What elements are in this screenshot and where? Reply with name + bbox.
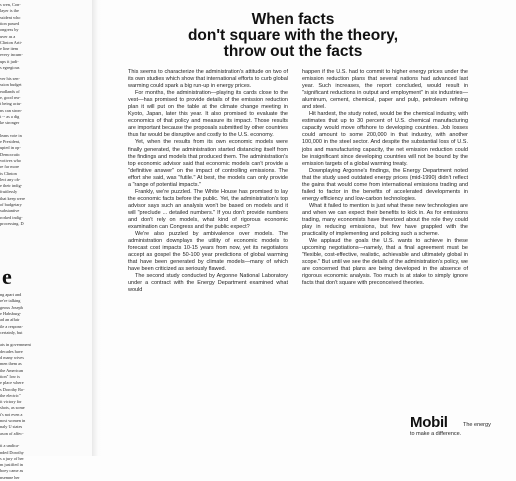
strip-text-line: ng apart and (0, 292, 22, 297)
strip-text-line: nded Dorothy (0, 449, 24, 455)
strip-text-line: geous Joseph (0, 304, 23, 310)
column-left-paragraph-2: For months, the administration—playing its cards close to the vest—has promised to provide details of the emission reduction plan it will put on the table at the climate change meeting in Kyoto, Japan, later this year. It also promised to evaluate the economics of that policy and measure its impact. Those results are important because the proposals submitted by other countries thus far would be disruptive and costly to the U.S. economy. (128, 90, 288, 139)
strip-text-line: t's not even a (0, 411, 23, 417)
mobil-logo-rest: bil (431, 414, 448, 431)
column-left-paragraph-1: This seems to characterize the administration's attitude on two of its own studies which show that international efforts to curb global warming could spark a big run-up in energy prices. (128, 69, 288, 90)
strip-text-line: processing. D (0, 220, 24, 226)
strip-text-line: e their indig- (0, 183, 23, 189)
strip-text-line: ver his sen- (0, 76, 20, 81)
strip-text-line: m justified in (0, 462, 23, 468)
strip-text-line: ti a undica- (0, 443, 20, 449)
mobil-logo-o: o (422, 414, 432, 431)
strip-text-line: ssident who (0, 14, 21, 20)
strip-text-line: ad an affair (0, 317, 20, 323)
strip-text-line: s a jury of her (0, 455, 24, 461)
strip-text-line: layer is the (0, 8, 19, 14)
strip-drop-letter: e (2, 264, 12, 289)
strip-text-line: ongress by (0, 27, 19, 33)
strip-text-line: lect any ob- (0, 176, 21, 182)
headline-line-3: throw out the facts (223, 43, 363, 60)
strip-text-line: every incum- (0, 52, 23, 58)
strip-text-line: substantive (0, 208, 20, 214)
strip-text-line: ile a respons- (0, 323, 23, 329)
strip-text-line: it victory for (0, 399, 22, 405)
strip-text-line: re're talking (0, 298, 21, 304)
strip-text-line: s Dorothy Ro- (0, 386, 25, 392)
strip-text-line: of budgetary (0, 202, 22, 207)
strip-text-line: e line item (0, 46, 19, 52)
headline (126, 12, 460, 60)
tagline-line-2: to make a difference. (410, 431, 462, 437)
mobil-signature (410, 414, 510, 437)
strip-text-line: nsemne her (0, 474, 20, 480)
strip-text-line: leans vote in (0, 132, 22, 138)
column-right-paragraph-4: What it failed to mention is just what these new technologies are and when we can expect their benefits to kick in. As for emissions trading, many economists have theorized about the role they could play in reducing emissions, but few have grappled with the practicality of implementing and policing such a scheme. (302, 202, 468, 238)
strip-text-line: e place where (0, 380, 24, 386)
column-left-paragraph-6: The second study conducted by Argonne National Laboratory under a contract with the Energy Department examined what would (128, 273, 288, 294)
strip-text-line: decades have (0, 348, 23, 354)
headline-line-1: When facts (251, 11, 335, 28)
column-right-paragraph-2: Hit hardest, the study noted, would be the chemical industry, with estimates that up to 30 percent of U.S. chemical manufacturing capacity would move offshore to developing countries. Job losses could amount to some 200,000 in that industry, with another 100,000 in the steel sector. And despite the substantial loss of U.S. jobs and manufacturing capacity, the net emission reduction could be insignificant since developing countries will not be bound by the emission targets of a global warming treaty. (302, 111, 468, 167)
strip-text-line: ats in government (0, 342, 31, 348)
strip-text-line: boey came as (0, 468, 24, 474)
strip-text-line: nost women in (0, 418, 26, 423)
strip-text-line: s wen, Con- (0, 2, 21, 7)
strip-text-line: votives who (0, 157, 21, 163)
article-column-left (128, 69, 288, 295)
strip-text-line: Clinton Arti- (0, 39, 23, 45)
strip-text-line: certainly, but (0, 329, 23, 335)
strip-text-line: ssion budget (0, 82, 22, 88)
mobil-logo-m: M (410, 414, 423, 431)
strip-text-line: t being actu- (0, 101, 22, 107)
strip-text-line: t -- as a dig (0, 113, 20, 119)
strip-text-line: e President, (0, 139, 21, 144)
strip-text-line: d many wives (0, 355, 24, 360)
strip-text-line: that keep were (0, 195, 26, 201)
strip-text-line: ke stronger (0, 120, 20, 126)
strip-text-line: ts Clinton (0, 170, 17, 176)
strip-text-line: ups it judi- (0, 58, 19, 64)
strip-text-line: e Habsburg- (0, 310, 22, 316)
strip-text-line: ns can stron- (0, 107, 22, 113)
headline-line-2: don't square with the theory, (187, 27, 399, 44)
page-fold-shadow (92, 0, 102, 456)
strip-text-line: eadlands of (0, 88, 20, 94)
strip-text-line: ason of affec- (0, 430, 24, 436)
strip-text-line: fruitlessly (0, 189, 18, 195)
article-column-right (302, 69, 468, 287)
column-right-paragraph-1: happen if the U.S. had to commit to higher energy prices under the emission reduction plans that several nations had advanced last year. Such increases, the report concluded, would result in "significant reductions in output and employment" in six industries—aluminum, cement, chemical, paper and pulp, petroleum refining and steel. (302, 69, 468, 111)
strip-text-line: men them as (0, 361, 22, 367)
strip-text-line: tion" low is (0, 373, 20, 379)
column-left-paragraph-4: Frankly, we're puzzled. The White House has promised to lay the economic facts before the public. Yet, the administration's top advisor says such an analysis won't be based on models and it will "preclude ... detailed numbers." If you don't provide numbers and don't rely on models, what kind of rigorous economic examination can Congress and the public expect? (128, 188, 288, 231)
column-left-paragraph-3: Yet, when the results from its own economic models were finally generated, the administration started distancing itself from the findings and models that produced them. The administration's top economic advisor said that economic models can't provide a "definitive answer" on the impact of controlling emissions. The effort she said, was "futile." At best, the models can only provide a "range of potential impacts." (128, 139, 288, 188)
strip-text-line: shots, as some (0, 405, 25, 411)
strip-text-line: tion passed (0, 20, 20, 26)
strip-text-line: re far more (0, 164, 20, 170)
mobil-logo (410, 415, 510, 430)
strip-text-line: e, good rea- (0, 94, 21, 100)
strip-text-line: upied in op- (0, 145, 21, 151)
column-left-paragraph-5: We're also puzzled by ambivalence over models. The administration downplays the utility of economic models to forecast cost impacts 10-15 years from now, yet its negotiators accept as gospel the 50-100 year predictions of global warming that have been generated by climate models—many of which have been criticized as seriously flawed. (128, 231, 288, 273)
strip-text-line: Democratic (0, 151, 21, 157)
adjacent-column-strip (0, 0, 96, 480)
strip-text-line: the electric" (0, 392, 21, 398)
strip-text-line: rorked indig- (0, 214, 23, 220)
tagline-line-1: The energy (463, 422, 491, 428)
column-right-paragraph-5: We applaud the goals the U.S. wants to achieve in these upcoming negotiations—namely, that a final agreement must be "flexible, cost-effective, realistic, achievable and ultimately global in scope." But until we see the details of the administration's policy, we are concerned that plans are being developed in the absence of rigorous economic analysis. Too much is at stake to simply ignore facts that don't square with preconceived theories. (302, 238, 468, 287)
strip-text-line: naly U states (0, 424, 23, 430)
strip-text-line: the American (0, 367, 24, 373)
strip-text-line: s egregious (0, 65, 20, 70)
column-right-paragraph-3: Downplaying Argonne's findings, the Energy Department noted that the study used outdated energy prices (mid-1990) didn't reflect the gains that would come from international emissions trading and failed to factor in the benefits of accelerated developments in energy efficiency and low-carbon technologies. (302, 167, 468, 202)
strip-text-line: uver as a (0, 33, 16, 39)
